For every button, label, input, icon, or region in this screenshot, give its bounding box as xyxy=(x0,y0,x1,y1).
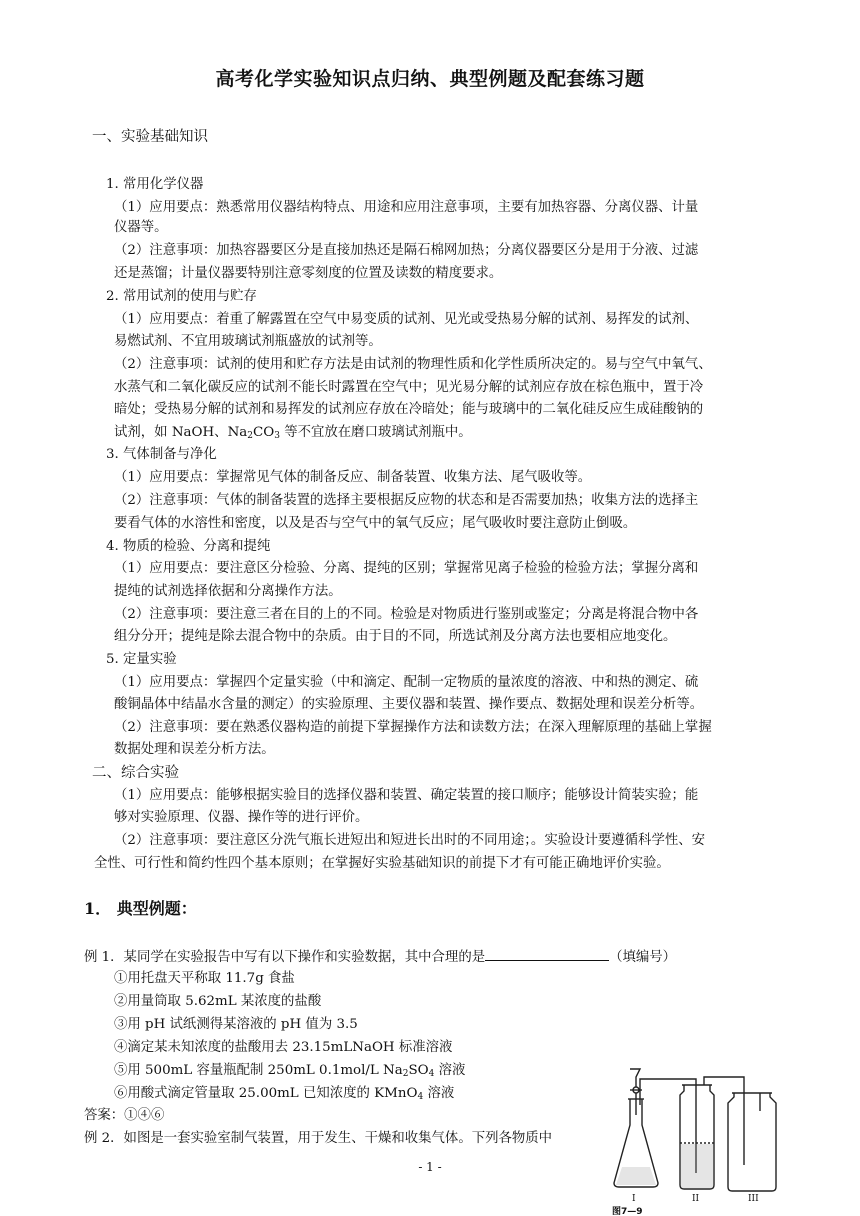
item-1-note-line: 还是蒸馏；计量仪器要特别注意零刻度的位置及读数的精度要求。 xyxy=(114,266,503,281)
item-2-note-line: 暗处；受热易分解的试剂和易挥发的试剂应存放在冷暗处；能与玻璃中的二氧化硅反应生成硅酸钠的 xyxy=(114,402,704,417)
item-4-heading: 4. 物质的检验、分离和提纯 xyxy=(106,539,271,554)
item-2-point-line: （1）应用要点：着重了解露置在空气中易变质的试剂、见光或受热易分解的试剂、易挥发的试剂、 xyxy=(114,312,699,327)
item-1-note-line: （2）注意事项：加热容器要区分是直接加热还是隔石棉网加热；分离仪器要区分是用于分液、过滤 xyxy=(114,243,699,258)
comprehensive-note-line: （2）注意事项：要注意区分洗气瓶长进短出和短进长出时的不同用途；。实验设计要遵循科学性、安 xyxy=(114,833,706,848)
funnel-icon xyxy=(630,1069,640,1087)
item-5-note-line: （2）注意事项：要在熟悉仪器构造的前提下掌握操作方法和读数方法；在深入理解原理的基础上掌握 xyxy=(114,720,712,735)
item-4-note-line: 组分分开；提纯是除去混合物中的杂质。由于目的不同，所选试剂及分离方法也要相应地变化。 xyxy=(114,629,677,644)
example-2-question: 例 2．如图是一套实验室制气装置，用于发生、干燥和收集气体。下列各物质中 xyxy=(84,1131,553,1146)
example-1-option: ⑤用 500mL 容量瓶配制 250mL 0.1mol/L $Na_2SO_4$ 溶液 xyxy=(114,1063,466,1079)
comprehensive-point-line: 够对实验原理、仪器、操作等的进行评价。 xyxy=(114,810,369,825)
item-5-note-line: 数据处理和误差分析方法。 xyxy=(114,742,275,757)
item-4-note-line: （2）注意事项：要注意三者在目的上的不同。检验是对物质进行鉴别或鉴定；分离是将混合物中各 xyxy=(114,607,699,622)
page-number: - 1 - xyxy=(418,1160,442,1174)
item-1-point-line: （1）应用要点：熟悉常用仪器结构特点、用途和应用注意事项，主要有加热容器、分离仪器、计量 xyxy=(114,200,699,215)
item-2-point-line: 易燃试剂、不宜用玻璃试剂瓶盛放的试剂等。 xyxy=(114,334,382,349)
item-1-heading: 1. 常用化学仪器 xyxy=(106,177,204,192)
item-5-heading: 5. 定量实验 xyxy=(106,652,177,667)
item-2-note-line: 水蒸气和二氧化碳反应的试剂不能长时露置在空气中；见光易分解的试剂应存放在棕色瓶中，置于冷 xyxy=(114,380,704,395)
item-3-note-line: （2）注意事项：气体的制备装置的选择主要根据反应物的状态和是否需要加热；收集方法的选择主 xyxy=(114,493,699,508)
figure-label-three: III xyxy=(748,1194,759,1204)
example-1-question: 例 1．某同学在实验报告中写有以下操作和实验数据，其中合理的是 （填编号） xyxy=(84,946,676,968)
item-2-note-line: 试剂，如 NaOH、$Na_2CO_3$ 等不宜放在磨口玻璃试剂瓶中。 xyxy=(114,425,472,441)
example-1-answer: 答案：①④⑥ xyxy=(84,1108,165,1123)
collection-bottle-icon xyxy=(728,1093,776,1191)
item-1-point-line: 仪器等。 xyxy=(114,220,168,235)
answer-blank xyxy=(485,946,609,961)
examples-heading: 1． 典型例题： xyxy=(84,899,197,918)
figure-label-one: I xyxy=(632,1194,636,1204)
section-heading-comprehensive: 二、综合实验 xyxy=(92,765,179,781)
item-3-heading: 3. 气体制备与净化 xyxy=(106,447,217,462)
figure-caption: 图7—9 xyxy=(612,1207,643,1216)
example-1-option: ②用量筒取 5.62mL 某浓度的盐酸 xyxy=(114,994,322,1009)
item-4-point-line: 提纯的试剂选择依据和分离操作方法。 xyxy=(114,584,342,599)
item-2-heading: 2. 常用试剂的使用与贮存 xyxy=(106,289,257,304)
figure-label-two: II xyxy=(692,1194,700,1204)
item-5-point-line: （1）应用要点：掌握四个定量实验（中和滴定、配制一定物质的量浓度的溶液、中和热的测定、硫 xyxy=(114,675,699,690)
item-4-point-line: （1）应用要点：要注意区分检验、分离、提纯的区别；掌握常见离子检验的检验方法；掌握分离和 xyxy=(114,561,699,576)
item-3-point-line: （1）应用要点：掌握常见气体的制备反应、制备装置、收集方法、尾气吸收等。 xyxy=(114,470,592,485)
example-1-option: ①用托盘天平称取 11.7g 食盐 xyxy=(114,971,295,986)
section-heading-basics: 一、实验基础知识 xyxy=(92,129,208,145)
item-3-note-line: 要看气体的水溶性和密度，以及是否与空气中的氧气反应；尾气吸收时要注意防止倒吸。 xyxy=(114,516,637,531)
item-2-note-line: （2）注意事项：试剂的使用和贮存方法是由试剂的物理性质和化学性质所决定的。易与空气中氧气、 xyxy=(114,357,712,372)
example-1-option: ③用 pH 试纸测得某溶液的 pH 值为 3.5 xyxy=(114,1017,358,1032)
comprehensive-note-line: 全性、可行性和简约性四个基本原则；在掌握好实验基础知识的前提下才有可能正确地评价实验。 xyxy=(94,856,670,871)
gas-apparatus-figure xyxy=(610,1055,786,1216)
example-1-option: ④滴定某未知浓度的盐酸用去 23.15mLNaOH 标准溶液 xyxy=(114,1040,453,1055)
example-1-option: ⑥用酸式滴定管量取 25.00mL 已知浓度的 KMnO$_4$ 溶液 xyxy=(114,1086,455,1102)
item-5-point-line: 酸铜晶体中结晶水含量的测定）的实验原理、主要仪器和装置、操作要点、数据处理和误差分析等。 xyxy=(114,697,704,712)
page-title: 高考化学实验知识点归纳、典型例题及配套练习题 xyxy=(215,68,645,90)
comprehensive-point-line: （1）应用要点：能够根据实验目的选择仪器和装置、确定装置的接口顺序；能够设计简装实验；能 xyxy=(114,788,699,803)
